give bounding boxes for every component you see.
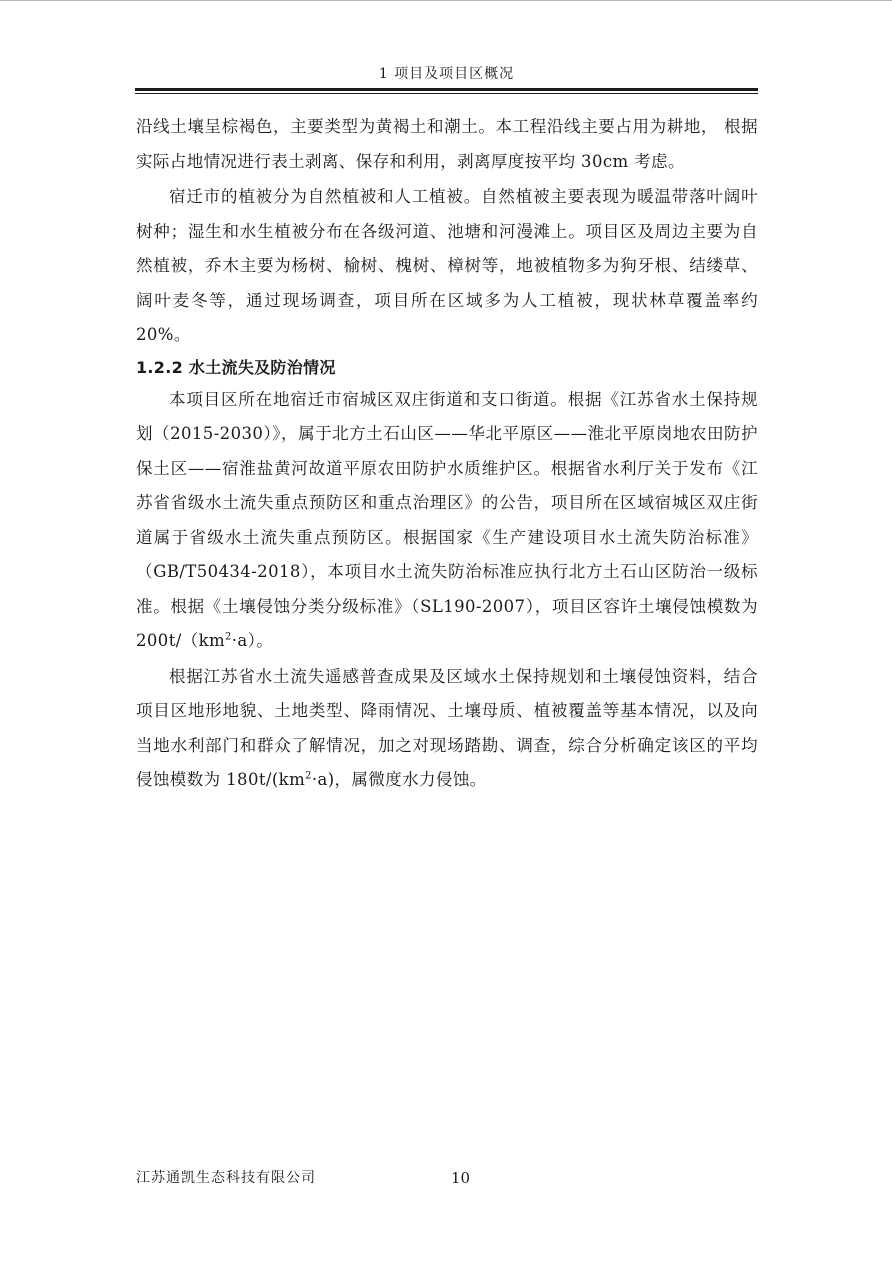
footer-page-number: 10: [451, 1169, 471, 1187]
paragraph-erosion-modulus-text: 根据江苏省水土流失遥感普查成果及区域水土保持规划和土壤侵蚀资料，结合项目区地形地貌、土地类型、降雨情况、土壤母质、植被覆盖等基本情况，以及向当地水利部门和群众了解情况，加之对现场踏勘、调查，综合分析确定该区的平均侵蚀模数为 180t/(km: [136, 666, 758, 789]
paragraph-erosion-modulus: [136, 660, 758, 798]
superscript-2: 2: [225, 631, 232, 643]
paragraph-vegetation: 宿迁市的植被分为自然植被和人工植被。自然植被主要表现为暖温带落叶阔叶树种；湿生和水生植被分布在各级河道、池塘和河漫滩上。项目区及周边主要为自然植被，乔木主要为杨树、榆树、槐树、樟树等，地被植物多为狗牙根、结缕草、阔叶麦冬等，通过现场调查，项目所在区域多为人工植被，现状林草覆盖率约 20%。: [136, 187, 758, 344]
paragraph-erosion-zoning-tail: ·a）。: [231, 631, 274, 650]
paragraph-soil: 沿线土壤呈棕褐色，主要类型为黄褐土和潮土。本工程沿线主要占用为耕地， 根据实际占地情况进行表土剥离、保存和利用，剥离厚度按平均 30cm 考虑。: [136, 117, 758, 171]
header-rule-thick: [135, 88, 758, 91]
page-content: [136, 110, 758, 798]
section-heading-soil-erosion: 1.2.2 水土流失及防治情况: [136, 357, 336, 377]
page-top-edge: [0, 0, 892, 1]
running-header: 1 项目及项目区概况: [378, 66, 515, 82]
paragraph-erosion-zoning: [136, 383, 758, 659]
paragraph-erosion-zoning-text: 本项目区所在地宿迁市宿城区双庄街道和支口街道。根据《江苏省水土保持规划（2015-2030）》，属于北方土石山区——华北平原区——淮北平原岗地农田防护保土区——宿淮盐黄河故道平原农田防护水质维护区。根据省水利厅关于发布《江苏省省级水土流失重点预防区和重点治理区》的公告，项目所在区域宿城区双庄街道属于省级水土流失重点预防区。根据国家《生产建设项目水土流失防治标准》（GB/T50434-2018），本项目水土流失防治标准应执行北方土石山区防治一级标准。根据《土壤侵蚀分类分级标准》（SL190-2007），项目区容许土壤侵蚀模数为 200t/（km: [136, 389, 758, 650]
paragraph-erosion-modulus-tail: ·a)，属微度水力侵蚀。: [311, 770, 487, 789]
header-rule-thin: [135, 93, 758, 94]
footer-company-name: 江苏通凯生态科技有限公司: [136, 1170, 316, 1186]
superscript-2: 2: [305, 770, 312, 782]
